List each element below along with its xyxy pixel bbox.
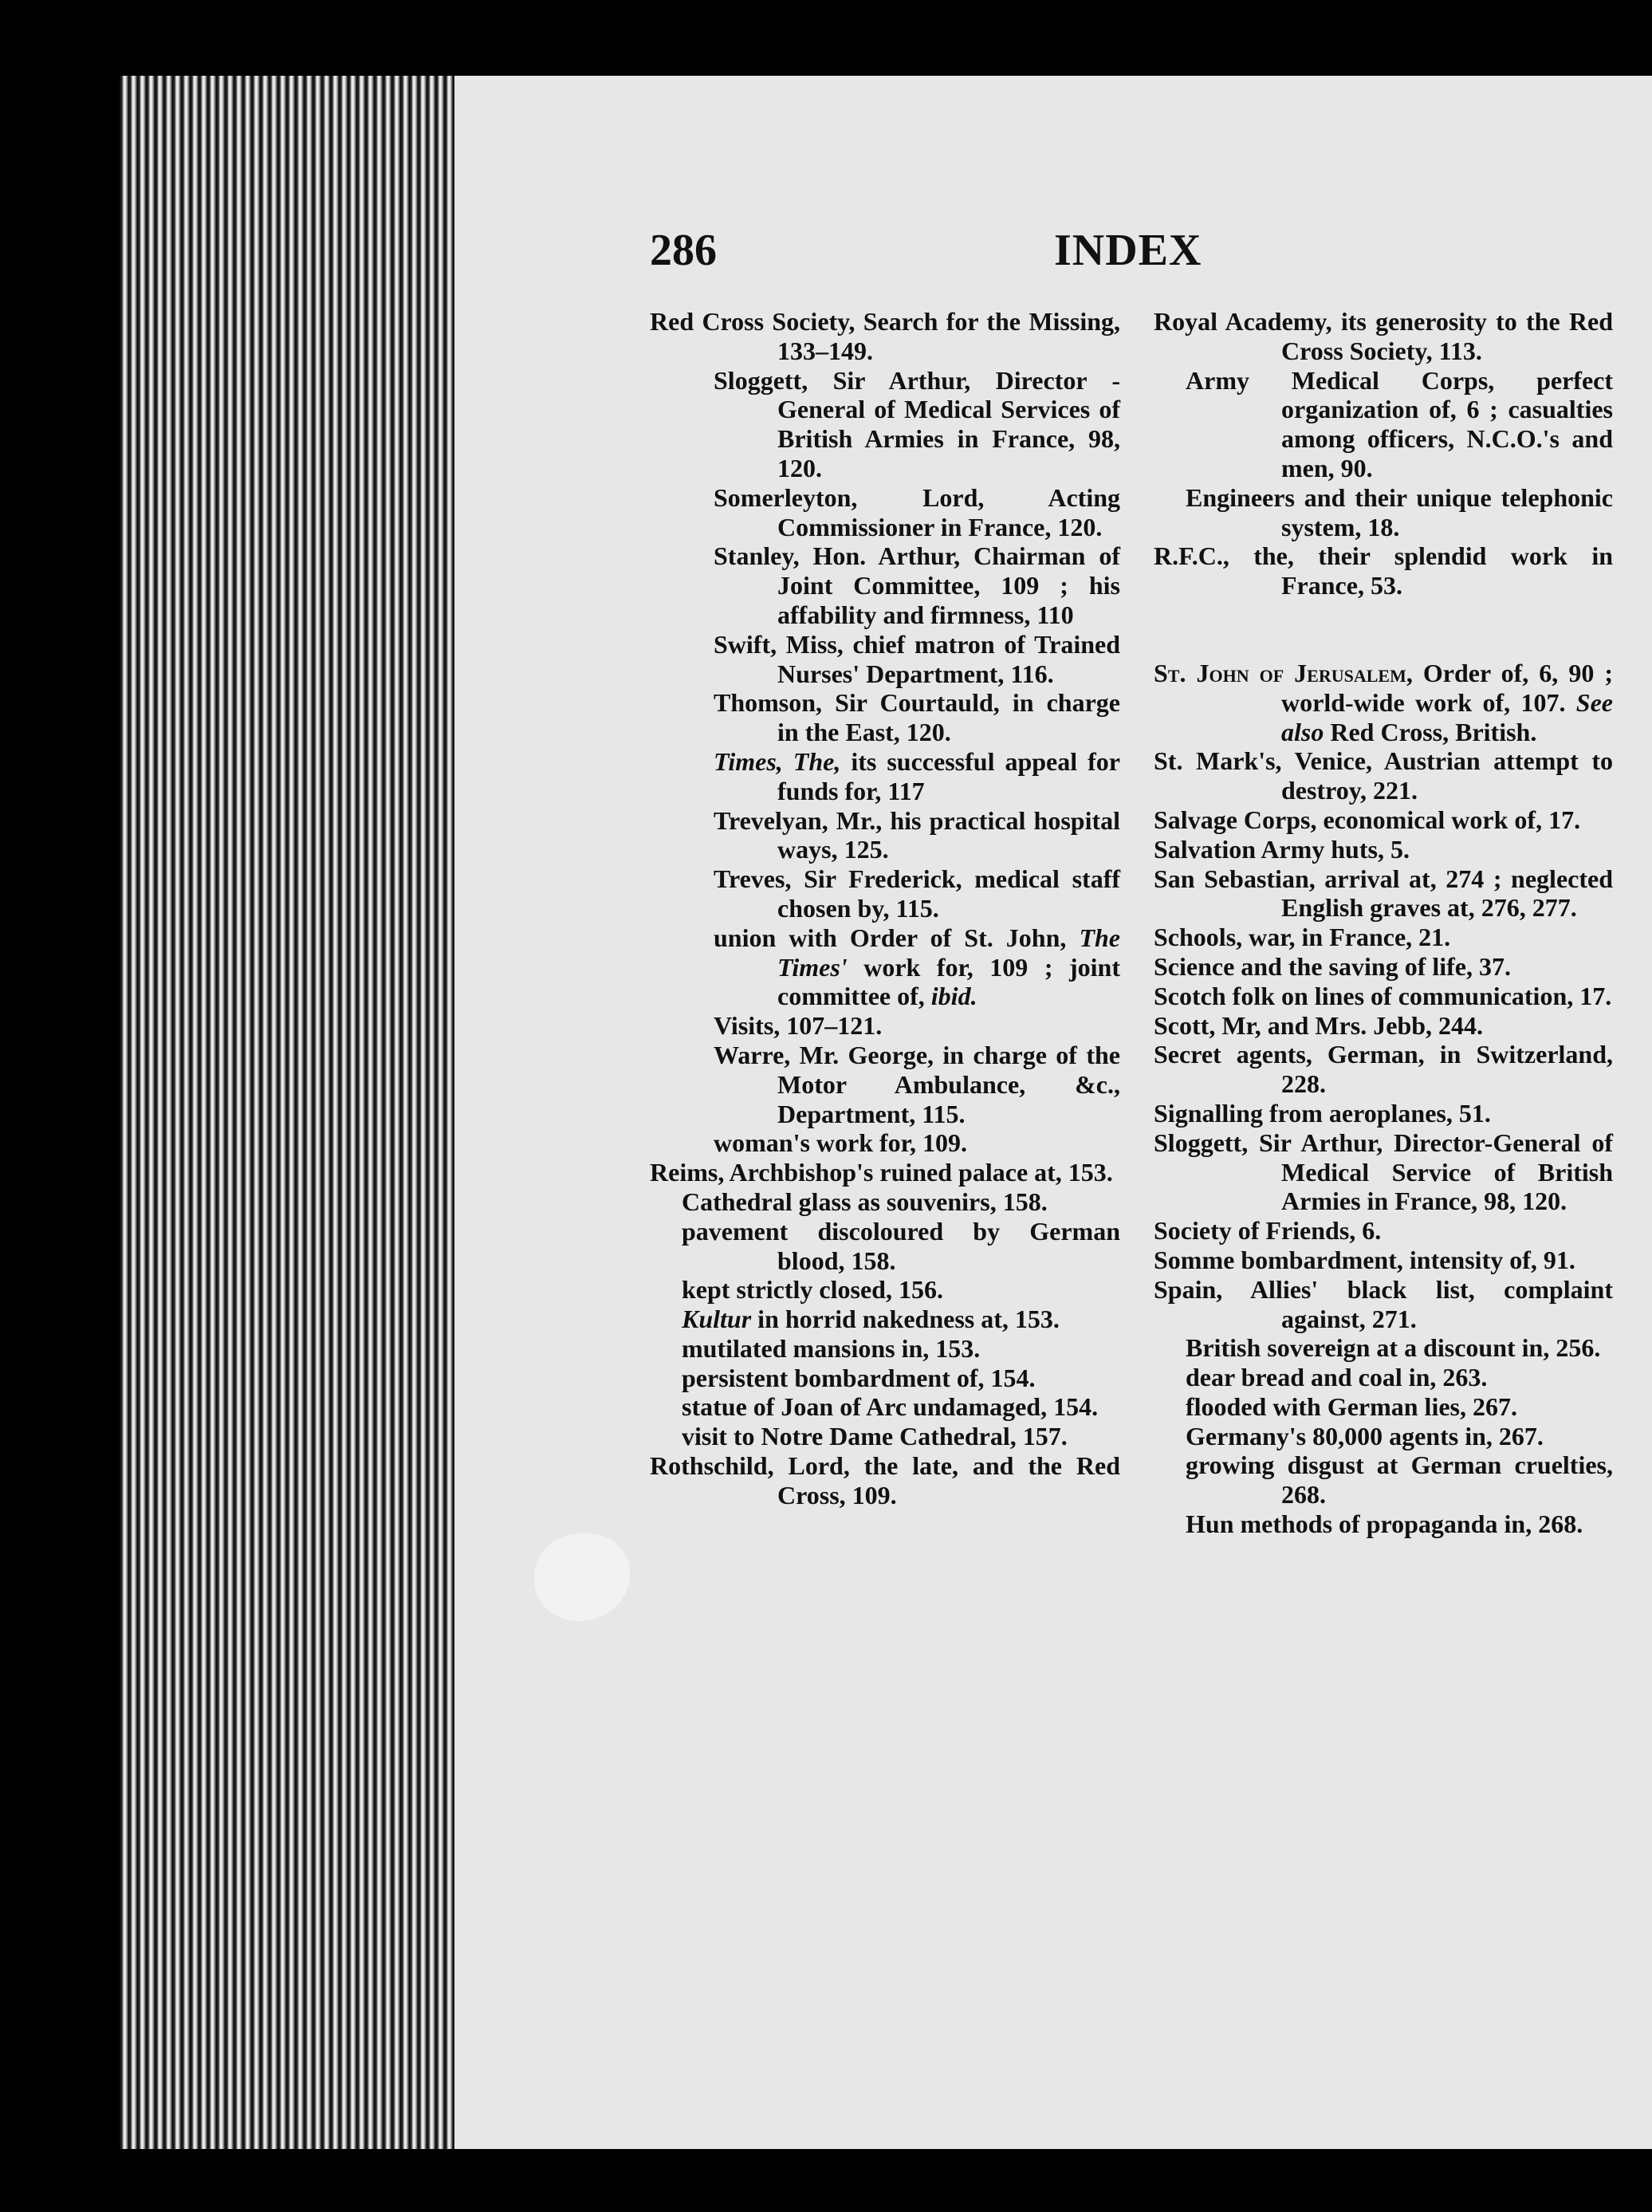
index-entry: Schools, war, in France, 21.	[1154, 923, 1451, 952]
book-page-edges	[120, 76, 454, 2149]
index-entry: dear bread and coal in, 263.	[1186, 1363, 1488, 1392]
index-entry	[650, 923, 1120, 1011]
index-entry: St. Mark's, Venice, Austrian attempt to destroy, 221.	[1154, 746, 1613, 805]
index-entry: Trevelyan, Mr., his practical hospital ways, 125.	[714, 805, 1120, 864]
index-entry: Royal Academy, its generosity to the Red Cross Society, 113.	[1154, 307, 1613, 365]
index-entry: Salvation Army huts, 5.	[1154, 834, 1410, 864]
index-entry: Engineers and their unique telephonic system, 18.	[1186, 482, 1613, 541]
index-entry: Scott, Mr, and Mrs. Jebb, 244.	[1154, 1010, 1484, 1040]
index-entry: mutilated mansions in, 153.	[682, 1333, 981, 1363]
index-entry: Germany's 80,000 agents in, 267.	[1186, 1421, 1544, 1450]
index-entry: Salvage Corps, economical work of, 17.	[1154, 805, 1581, 834]
entry-italic-lead: Kultur	[682, 1305, 752, 1334]
entry-text: work for, 109 ; joint committee of,	[777, 952, 1120, 1011]
index-entry: Stanley, Hon. Arthur, Chairman of Joint Committee, 109 ; his affability and firmness, 110	[714, 541, 1120, 629]
index-entry: Rothschild, Lord, the late, and the Red Cross, 109.	[650, 1451, 1120, 1509]
index-entry: Secret agents, German, in Switzerland, 228.	[1154, 1040, 1613, 1099]
entry-italic: ibid.	[930, 982, 977, 1011]
page-damage-hole	[534, 1533, 630, 1621]
index-entry: Swift, Miss, chief matron of Trained Nurses' Department, 116.	[714, 629, 1120, 688]
index-entry: Reims, Archbishop's ruined palace at, 153.	[650, 1158, 1113, 1187]
index-entry: Cathedral glass as souvenirs, 158.	[682, 1187, 1048, 1216]
index-column-left	[650, 307, 1120, 1510]
index-entry: visit to Notre Dame Cathedral, 157.	[682, 1422, 1068, 1451]
entry-italic: The Times'	[777, 923, 1120, 982]
index-entry: Army Medical Corps, perfect organization of, 6 ; casualties among officers, N.C.O.'s and men, 90.	[1186, 365, 1613, 482]
entry-italic-lead: Times, The,	[714, 746, 841, 776]
index-entry: San Sebastian, arrival at, 274 ; neglected English graves at, 276, 277.	[1154, 864, 1613, 923]
index-entry: growing disgust at German cruelties, 268.	[1186, 1450, 1613, 1509]
index-entry: Hun methods of propaganda in, 268.	[1186, 1509, 1583, 1539]
index-entry	[650, 747, 1120, 806]
index-entry: Warre, Mr. George, in charge of the Motor Ambulance, &c., Department, 115.	[714, 1040, 1120, 1128]
index-entry: Scotch folk on lines of communication, 17.	[1154, 981, 1612, 1010]
entry-text: Red Cross, British.	[1324, 717, 1537, 746]
index-entry: British sovereign at a discount in, 256.	[1186, 1333, 1601, 1363]
section-gap	[1154, 600, 1613, 659]
entry-small-caps-head: St. John of Jerusalem,	[1154, 658, 1413, 687]
index-entry: Spain, Allies' black list, complaint against, 271.	[1154, 1274, 1613, 1333]
index-entry	[650, 1305, 1120, 1334]
index-entry: Thomson, Sir Courtauld, in charge in the East, 120.	[714, 688, 1120, 747]
index-entry: Visits, 107–121.	[714, 1011, 883, 1041]
entry-text: Order of, 6, 90 ; world-wide work of, 107.	[1281, 658, 1613, 717]
index-entry: Sloggett, Sir Arthur, Director-General of Medical Service of British Armies in France, 98, 120.	[1154, 1128, 1613, 1216]
index-entry: Science and the saving of life, 37.	[1154, 951, 1511, 981]
index-entry: Somerleyton, Lord, Acting Commissioner in France, 120.	[714, 482, 1120, 541]
index-entry: Treves, Sir Frederick, medical staff chosen by, 115.	[714, 864, 1120, 923]
index-entry	[1154, 659, 1613, 746]
index-entry: Red Cross Society, Search for the Missing, 133–149.	[650, 307, 1120, 365]
index-entry: flooded with German lies, 267.	[1186, 1391, 1517, 1421]
index-entry: Sloggett, Sir Arthur, Director - General of Medical Services of British Armies in France, 98, 120.	[714, 365, 1120, 482]
entry-text: its successful appeal for funds for, 117	[777, 746, 1120, 805]
entry-text: union with Order of St. John,	[714, 923, 1080, 952]
index-entry: kept strictly closed, 156.	[682, 1275, 943, 1305]
index-entry: woman's work for, 109.	[714, 1128, 967, 1158]
page-title: INDEX	[1054, 226, 1202, 275]
index-entry: Society of Friends, 6.	[1154, 1216, 1382, 1246]
index-entry: Somme bombardment, intensity of, 91.	[1154, 1245, 1575, 1274]
index-entry: R.F.C., the, their splendid work in France, 53.	[1154, 541, 1613, 600]
entry-italic: See also	[1281, 687, 1613, 746]
entry-text: in horrid nakedness at, 153.	[751, 1305, 1060, 1334]
index-entry: Signalling from aeroplanes, 51.	[1154, 1098, 1491, 1128]
page-number: 286	[650, 226, 717, 275]
index-column-right	[1154, 307, 1613, 1539]
index-entry: pavement discoloured by German blood, 158.	[682, 1216, 1120, 1275]
index-entry: persistent bombardment of, 154.	[682, 1363, 1036, 1392]
index-entry: statue of Joan of Arc undamaged, 154.	[682, 1392, 1099, 1422]
